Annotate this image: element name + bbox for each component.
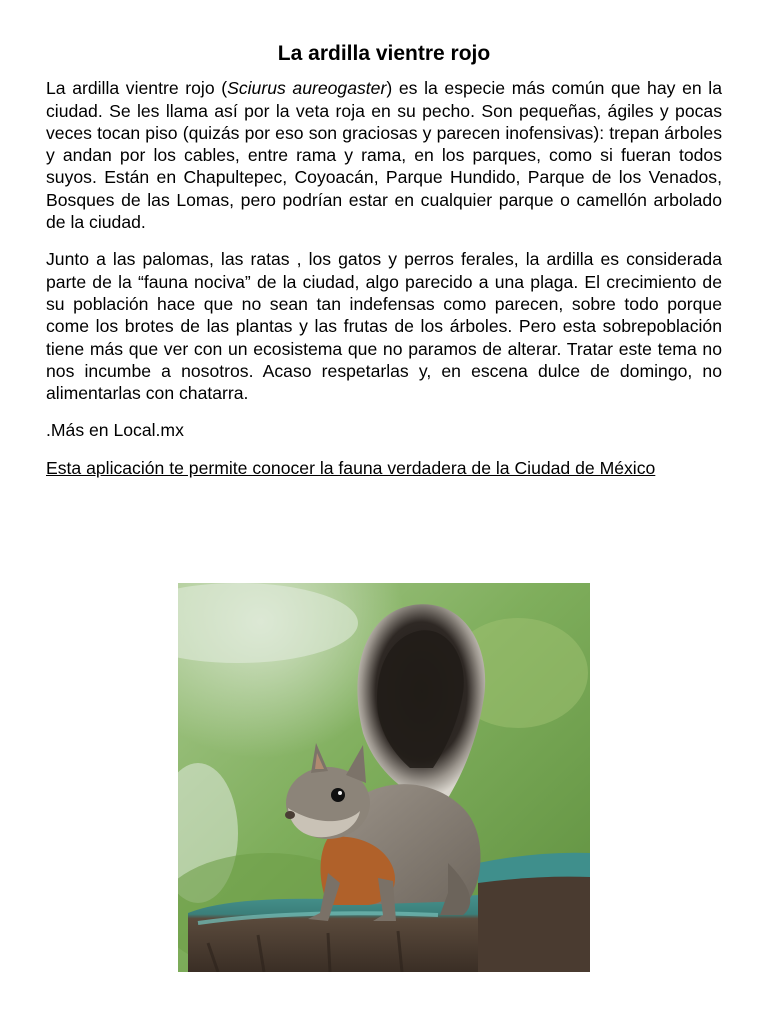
more-line: .Más en Local.mx — [46, 420, 184, 441]
document-page — [46, 40, 722, 479]
document-title: La ardilla vientre rojo — [277, 42, 491, 65]
species-name: Sciurus aureogaster — [227, 78, 387, 99]
fauna-app-link[interactable]: Esta aplicación te permite conocer la fauna verdadera de la Ciudad de México — [46, 457, 656, 478]
paragraph-fauna: Junto a las palomas, las ratas , los gatos y perros ferales, la ardilla es considerada parte de la “fauna nociva” de la ciudad, algo parecido a una plaga. El crecimiento de su población hace que no sean tan indefensas como parecen, sobre todo porque come los brotes de las plantas y las frutas de los árboles. Pero esta sobrepoblación tiene más que ver con un ecosistema que no paramos de alterar. Tratar este tema no nos incumbe a nosotros. Acaso respetarlas y, en escena dulce de domingo, no alimentarlas con chatarra. — [46, 249, 722, 404]
paragraph-intro-start: La ardilla vientre rojo ( — [46, 78, 228, 99]
paragraph-intro-rest: ) es la especie más común que hay en la ciudad. Se les llama así por la veta roja en su pecho. Son pequeñas, ágiles y pocas veces tocan piso (quizás por eso son graciosas y parecen inofensivas): trepan árboles y andan por los cables, entre rama y rama, en los parques, como si fueran todos suyos. Están en Chapultepec, Coyoacán, Parque Hundido, Parque de los Venados, Bosques de las Lomas, pero podrían estar en cualquier parque o camellón arbolado de la ciudad. — [46, 78, 722, 233]
squirrel-eye — [331, 788, 345, 802]
squirrel-photo — [178, 583, 590, 972]
paragraph-intro — [46, 77, 722, 233]
